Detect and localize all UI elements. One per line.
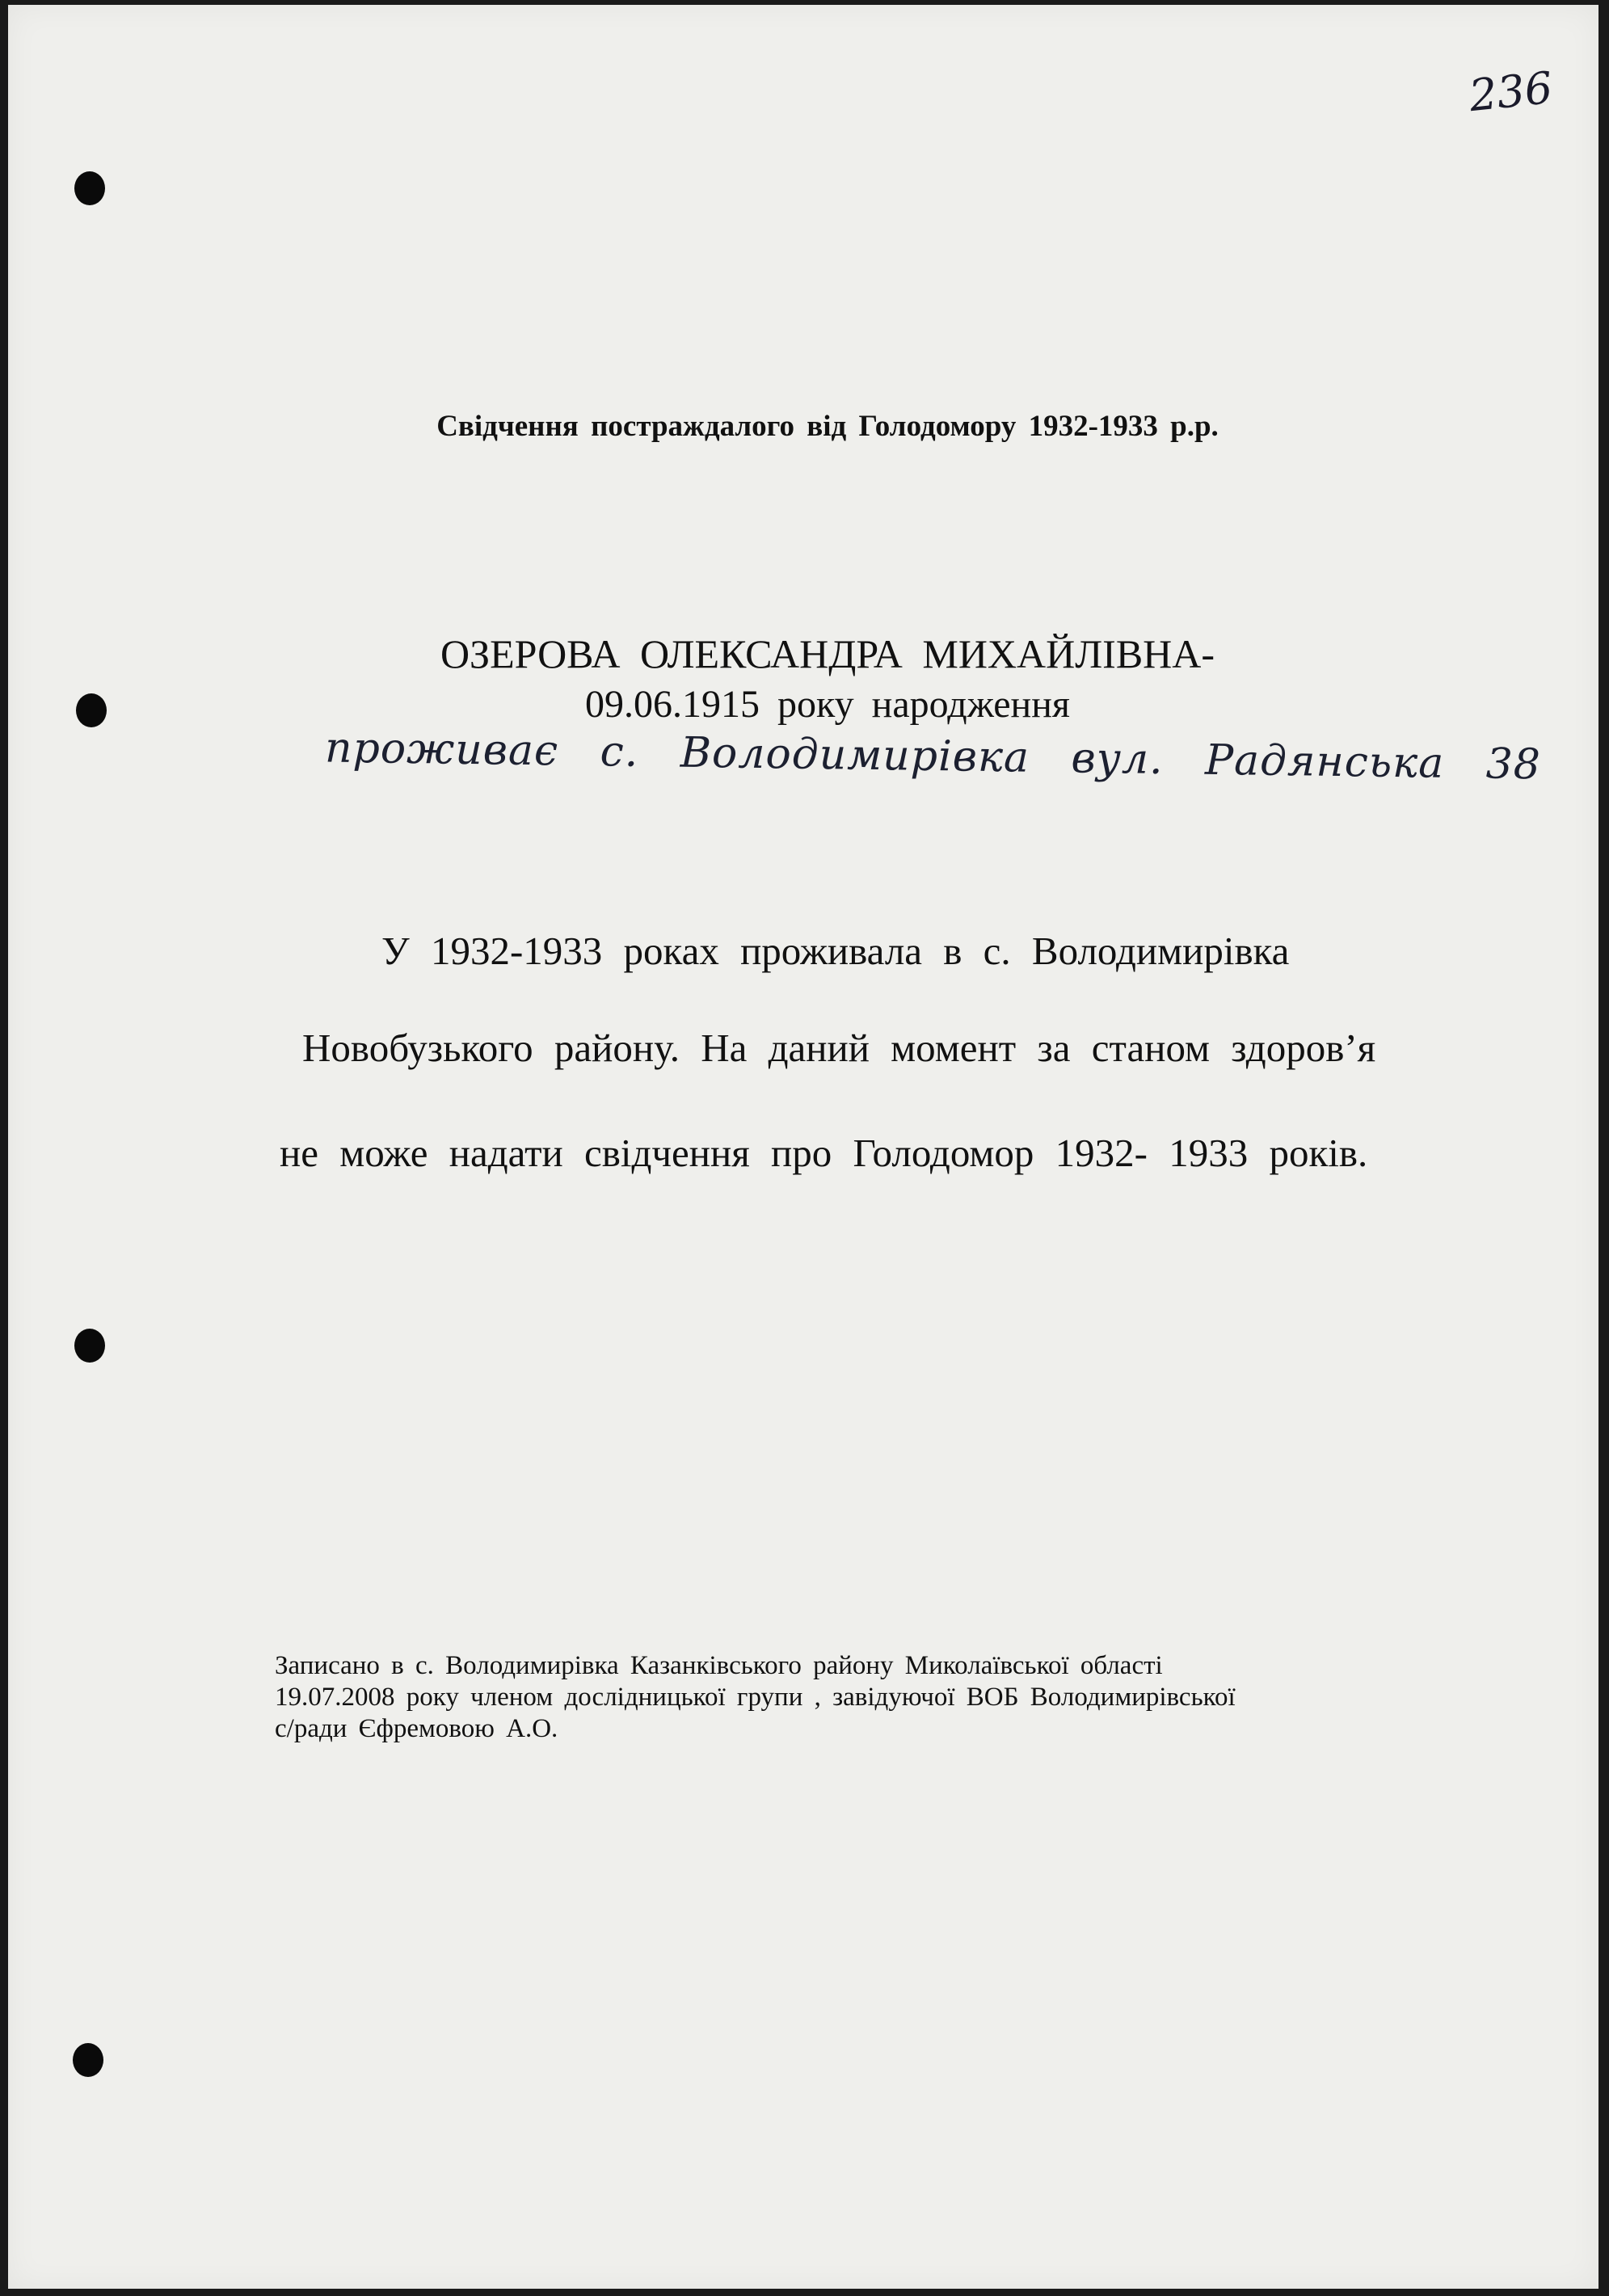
punch-hole: [74, 171, 105, 205]
record-note-line: 19.07.2008 року членом дослідницької групи , завідуючої ВОБ Володимирівської: [275, 1683, 1236, 1712]
person-name: ОЗЕРОВА ОЛЕКСАНДРА МИХАЙЛІВНА-: [440, 631, 1215, 676]
testimony-line: У 1932-1933 роках проживала в с. Володимирівка: [381, 929, 1290, 973]
handwritten-page-number: 236: [1466, 61, 1556, 122]
testimony-line: Новобузького району. На даний момент за станом здоров’я: [302, 1026, 1376, 1070]
document-page: [8, 5, 1598, 2289]
record-note: [275, 1650, 1487, 1745]
record-note-line: Записано в с. Володимирівка Казанківського району Миколаївської області: [275, 1651, 1163, 1680]
birth-date: 09.06.1915 року народження: [585, 683, 1070, 726]
punch-hole: [74, 1329, 105, 1363]
punch-hole: [73, 2043, 103, 2077]
record-note-line: с/ради Єфремовою А.О.: [275, 1714, 558, 1743]
handwritten-address: проживає с. Володимирівка вул. Радянська 38: [324, 723, 1542, 790]
document-title: Свідчення постраждалого від Голодомору 1932-1933 р.р.: [436, 410, 1219, 443]
testimony-line: не може надати свідчення про Голодомор 1932- 1933 років.: [280, 1131, 1368, 1175]
